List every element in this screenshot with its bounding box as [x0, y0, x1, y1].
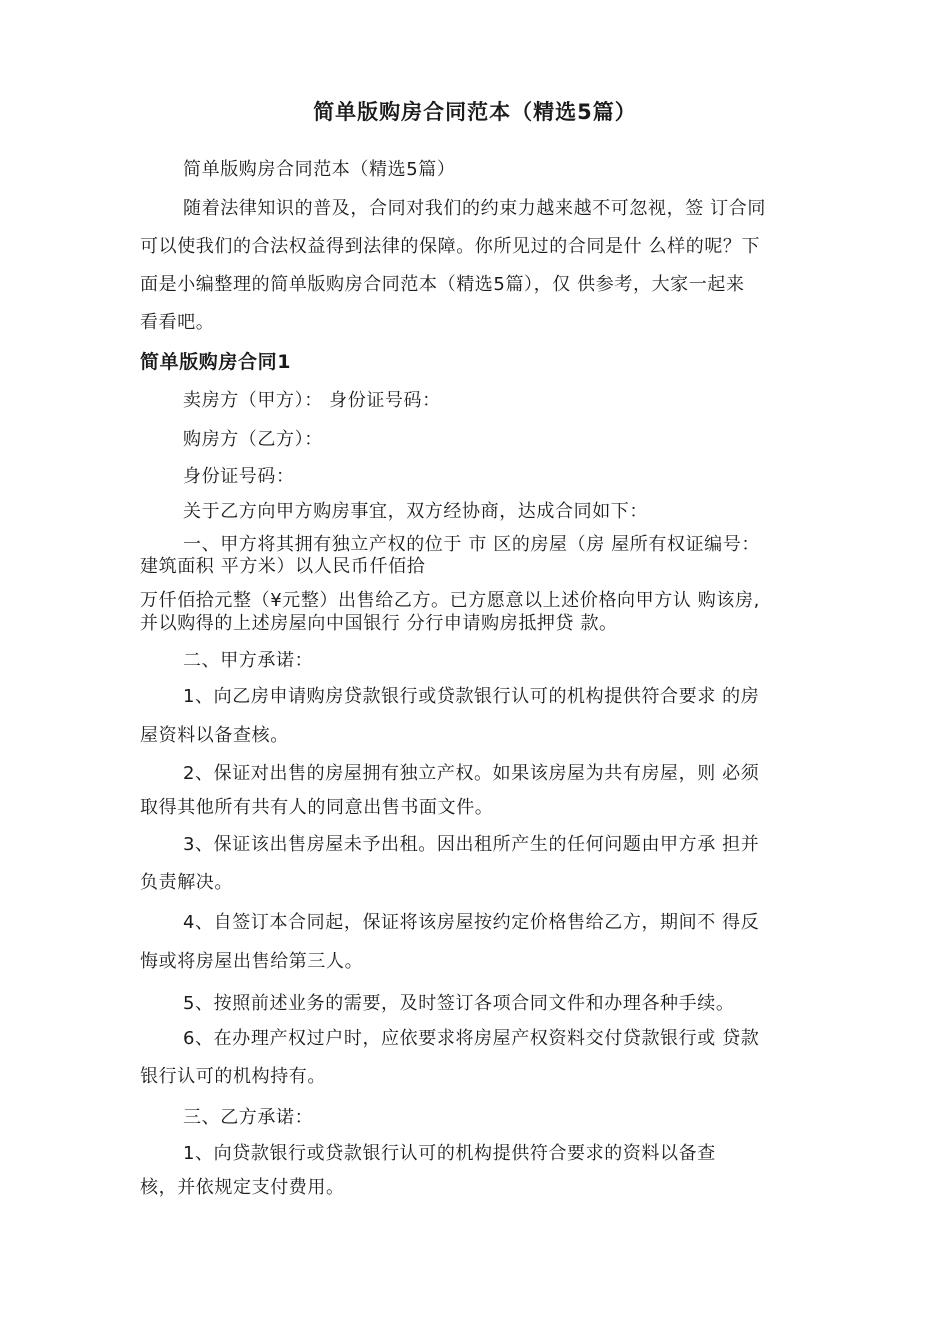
clause-line: 悔或将房屋出售给第三人。 — [140, 951, 364, 972]
clause-line: 负责解决。 — [140, 872, 233, 893]
clause-line: 屋资料以备查核。 — [140, 725, 289, 746]
clause-line: 1、向贷款银行或贷款银行认可的机构提供符合要求的资料以备查 — [183, 1143, 716, 1164]
clause-line: 2、保证对出售的房屋拥有独立产权。如果该房屋为共有房屋，则 必须 — [183, 763, 760, 784]
body-line: 可以使我们的合法权益得到法律的保障。你所见过的合同是什 么样的呢？下 — [140, 236, 761, 257]
clause-line: 3、保证该出售房屋未予出租。因出租所产生的任何问题由甲方承 担并 — [183, 834, 760, 855]
clause-heading: 二、甲方承诺： — [183, 650, 314, 671]
clause-line: 5、按照前述业务的需要，及时签订各项合同文件和办理各种手续。 — [183, 993, 735, 1014]
body-line: 身份证号码： — [183, 466, 295, 487]
clause-heading: 三、乙方承诺： — [183, 1107, 314, 1128]
clause-line: 6、在办理产权过户时，应依要求将房屋产权资料交付贷款银行或 贷款 — [183, 1028, 760, 1049]
body-line: 随着法律知识的普及，合同对我们的约束力越来越不可忽视，签 订合同 — [183, 198, 766, 219]
body-line: 购房方（乙方）： — [183, 429, 323, 450]
clause-line: 并以购得的上述房屋向中国银行 分行申请购房抵押贷 款。 — [140, 613, 618, 634]
section-heading: 简单版购房合同1 — [140, 351, 292, 373]
clause-line: 一、甲方将其拥有独立产权的位于 市 区的房屋（房 屋所有权证编号： — [183, 534, 760, 555]
clause-line: 万仟佰拾元整（¥元整）出售给乙方。已方愿意以上述价格向甲方认 购该房, — [140, 590, 760, 611]
clause-line: 建筑面积 平方米）以人民币仟佰拾 — [140, 556, 426, 577]
clause-line: 4、自签订本合同起，保证将该房屋按约定价格售给乙方，期间不 得反 — [183, 912, 760, 933]
clause-line: 银行认可的机构持有。 — [140, 1066, 326, 1087]
body-line: 看看吧。 — [140, 312, 215, 333]
body-line: 关于乙方向甲方购房事宜，双方经协商，达成合同如下： — [183, 501, 648, 522]
body-line: 卖房方（甲方）： 身份证号码： — [183, 390, 441, 411]
clause-line: 核，并依规定支付费用。 — [140, 1177, 345, 1198]
body-line: 面是小编整理的简单版购房合同范本（精选5篇），仅 供参考，大家一起来 — [140, 274, 745, 295]
document-title: 简单版购房合同范本（精选5篇） — [313, 100, 637, 124]
clause-line: 1、向乙房申请购房贷款银行或贷款银行认可的机构提供符合要求 的房 — [183, 686, 760, 707]
intro-title-line: 简单版购房合同范本（精选5篇） — [183, 159, 456, 180]
clause-line: 取得其他所有共有人的同意出售书面文件。 — [140, 797, 494, 818]
